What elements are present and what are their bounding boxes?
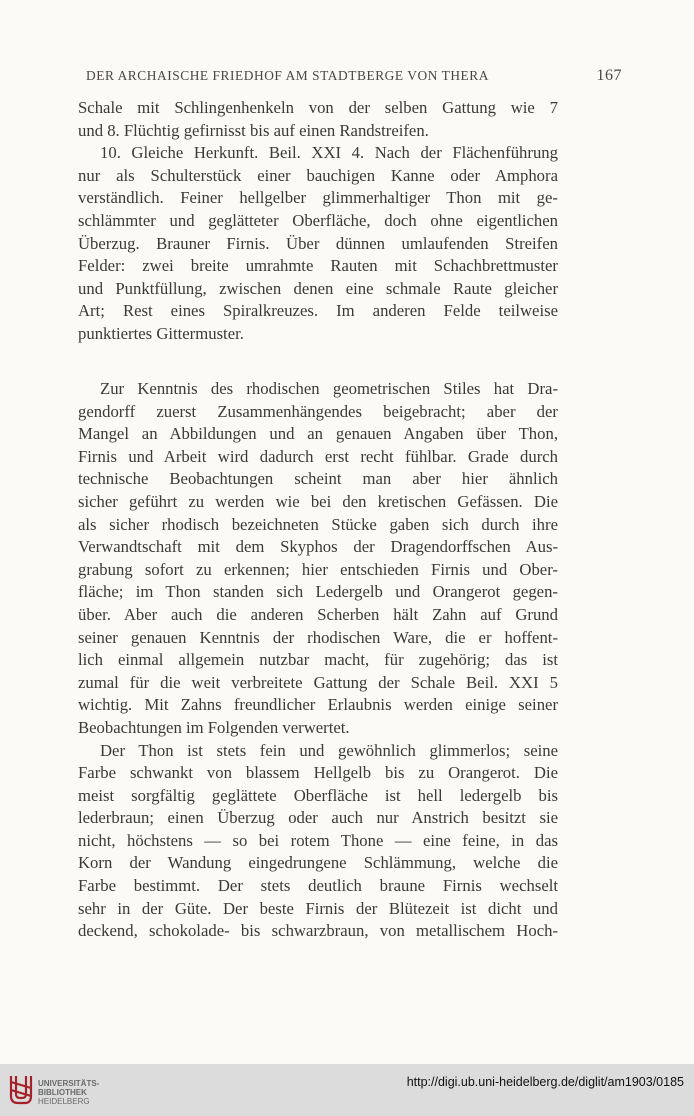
text-line: Zur Kenntnis des rhodischen geometrischen Stiles hat Dra- [100, 379, 558, 398]
running-title: DER ARCHAISCHE FRIEDHOF AM STADTBERGE VON THERA [86, 68, 489, 83]
text-line: deckend, schokolade- bis schwarzbraun, von metallischem Hoch- [78, 921, 558, 941]
text-line: seiner genauen Kenntnis der rhodischen Ware, die er hoffent- [78, 627, 558, 647]
text-line: als sicher rhodisch bezeichneten Stücke gaben sich durch ihre [78, 514, 558, 534]
text-line: Beobachtungen im Folgenden verwertet. [78, 717, 350, 737]
text-line: wichtig. Mit Zahns freundlicher Erlaubnis werden einige seiner [78, 695, 558, 715]
text-line: Farbe bestimmt. Der stets deutlich braune Firnis wechselt [78, 876, 558, 896]
text-line: punktiertes Gittermuster. [78, 323, 244, 343]
text-line: Mangel an Abbildungen und an genauen Angaben über Thon, [78, 424, 558, 444]
page-number: 167 [596, 67, 622, 84]
text-line: Schale mit Schlingenhenkeln von der selben Gattung wie 7 [78, 98, 558, 117]
text-line: lederbraun; einen Überzug oder auch nur Anstrich besitzt sie [78, 808, 558, 828]
text-line: gendorff zuerst Zusammenhängendes beigebracht; aber der [78, 401, 558, 421]
text-line: Firnis und Arbeit wird dadurch erst recht fühlbar. Grade durch [78, 446, 558, 466]
text-line: nicht, höchstens — so bei rotem Thone — eine feine, in das [78, 830, 558, 850]
text-line: Felder: zwei breite umrahmte Rauten mit Schachbrettmuster [78, 256, 558, 276]
permalink-url[interactable]: http://digi.ub.uni-heidelberg.de/diglit/am1903/0185 [406, 1075, 684, 1089]
digital-library-footer [0, 1064, 694, 1116]
library-name: UNIVERSITÄTS- BIBLIOTHEK HEIDELBERG [38, 1079, 100, 1106]
text-line: Verwandtschaft mit dem Skyphos der Dragendorffschen Aus- [78, 537, 558, 557]
text-line: Korn der Wandung eingedrungene Schlämmung, welche die [78, 853, 558, 873]
text-line: grabung sofort zu erkennen; hier entschieden Firnis und Ober- [78, 559, 558, 579]
library-logo-icon [8, 1072, 34, 1106]
catalogue-entry-text [78, 97, 558, 346]
text-line: meist sorgfältig geglättete Oberfläche ist hell ledergelb bis [78, 785, 558, 805]
text-line: 10. Gleiche Herkunft. Beil. XXI 4. Nach der Flächenführung [100, 143, 558, 163]
text-line: und Punktfüllung, zwischen denen eine schmale Raute gleicher [78, 278, 558, 298]
text-line: Der Thon ist stets fein und gewöhnlich glimmerlos; seine [100, 740, 558, 760]
text-line: fläche; im Thon standen sich Ledergelb und Orangerot gegen- [78, 582, 558, 602]
text-line: Farbe schwankt von blassem Hellgelb bis zu Orangerot. Die [78, 763, 558, 783]
text-line: verständlich. Feiner hellgelber glimmerhaltiger Thon mit ge- [78, 188, 558, 208]
text-line: Überzug. Brauner Firnis. Über dünnen umlaufenden Streifen [78, 233, 558, 253]
text-line: sicher geführt zu werden wie bei den kretischen Gefässen. Die [78, 491, 558, 511]
text-line: schlämmter und geglätteter Oberfläche, doch ohne eigentlichen [78, 210, 558, 230]
text-line: zumal für die weit verbreitete Gattung der Schale Beil. XXI 5 [78, 672, 558, 692]
text-line: und 8. Flüchtig gefirnisst bis auf einen Randstreifen. [78, 120, 429, 140]
text-line: sehr in der Güte. Der beste Firnis der Blütezeit ist dicht und [78, 898, 558, 918]
text-line: lich einmal allgemein nutzbar macht, für zugehörig; das ist [78, 650, 558, 670]
text-line: technische Beobachtungen scheint man aber hier ähnlich [78, 469, 558, 489]
text-line: über. Aber auch die anderen Scherben hält Zahn auf Grund [78, 604, 558, 624]
text-line: Art; Rest eines Spiralkreuzes. Im anderen Felde teilweise [78, 301, 558, 321]
text-line: nur als Schulterstück einer bauchigen Kanne oder Amphora [78, 165, 558, 185]
running-head [86, 67, 622, 84]
body-text [78, 378, 558, 943]
